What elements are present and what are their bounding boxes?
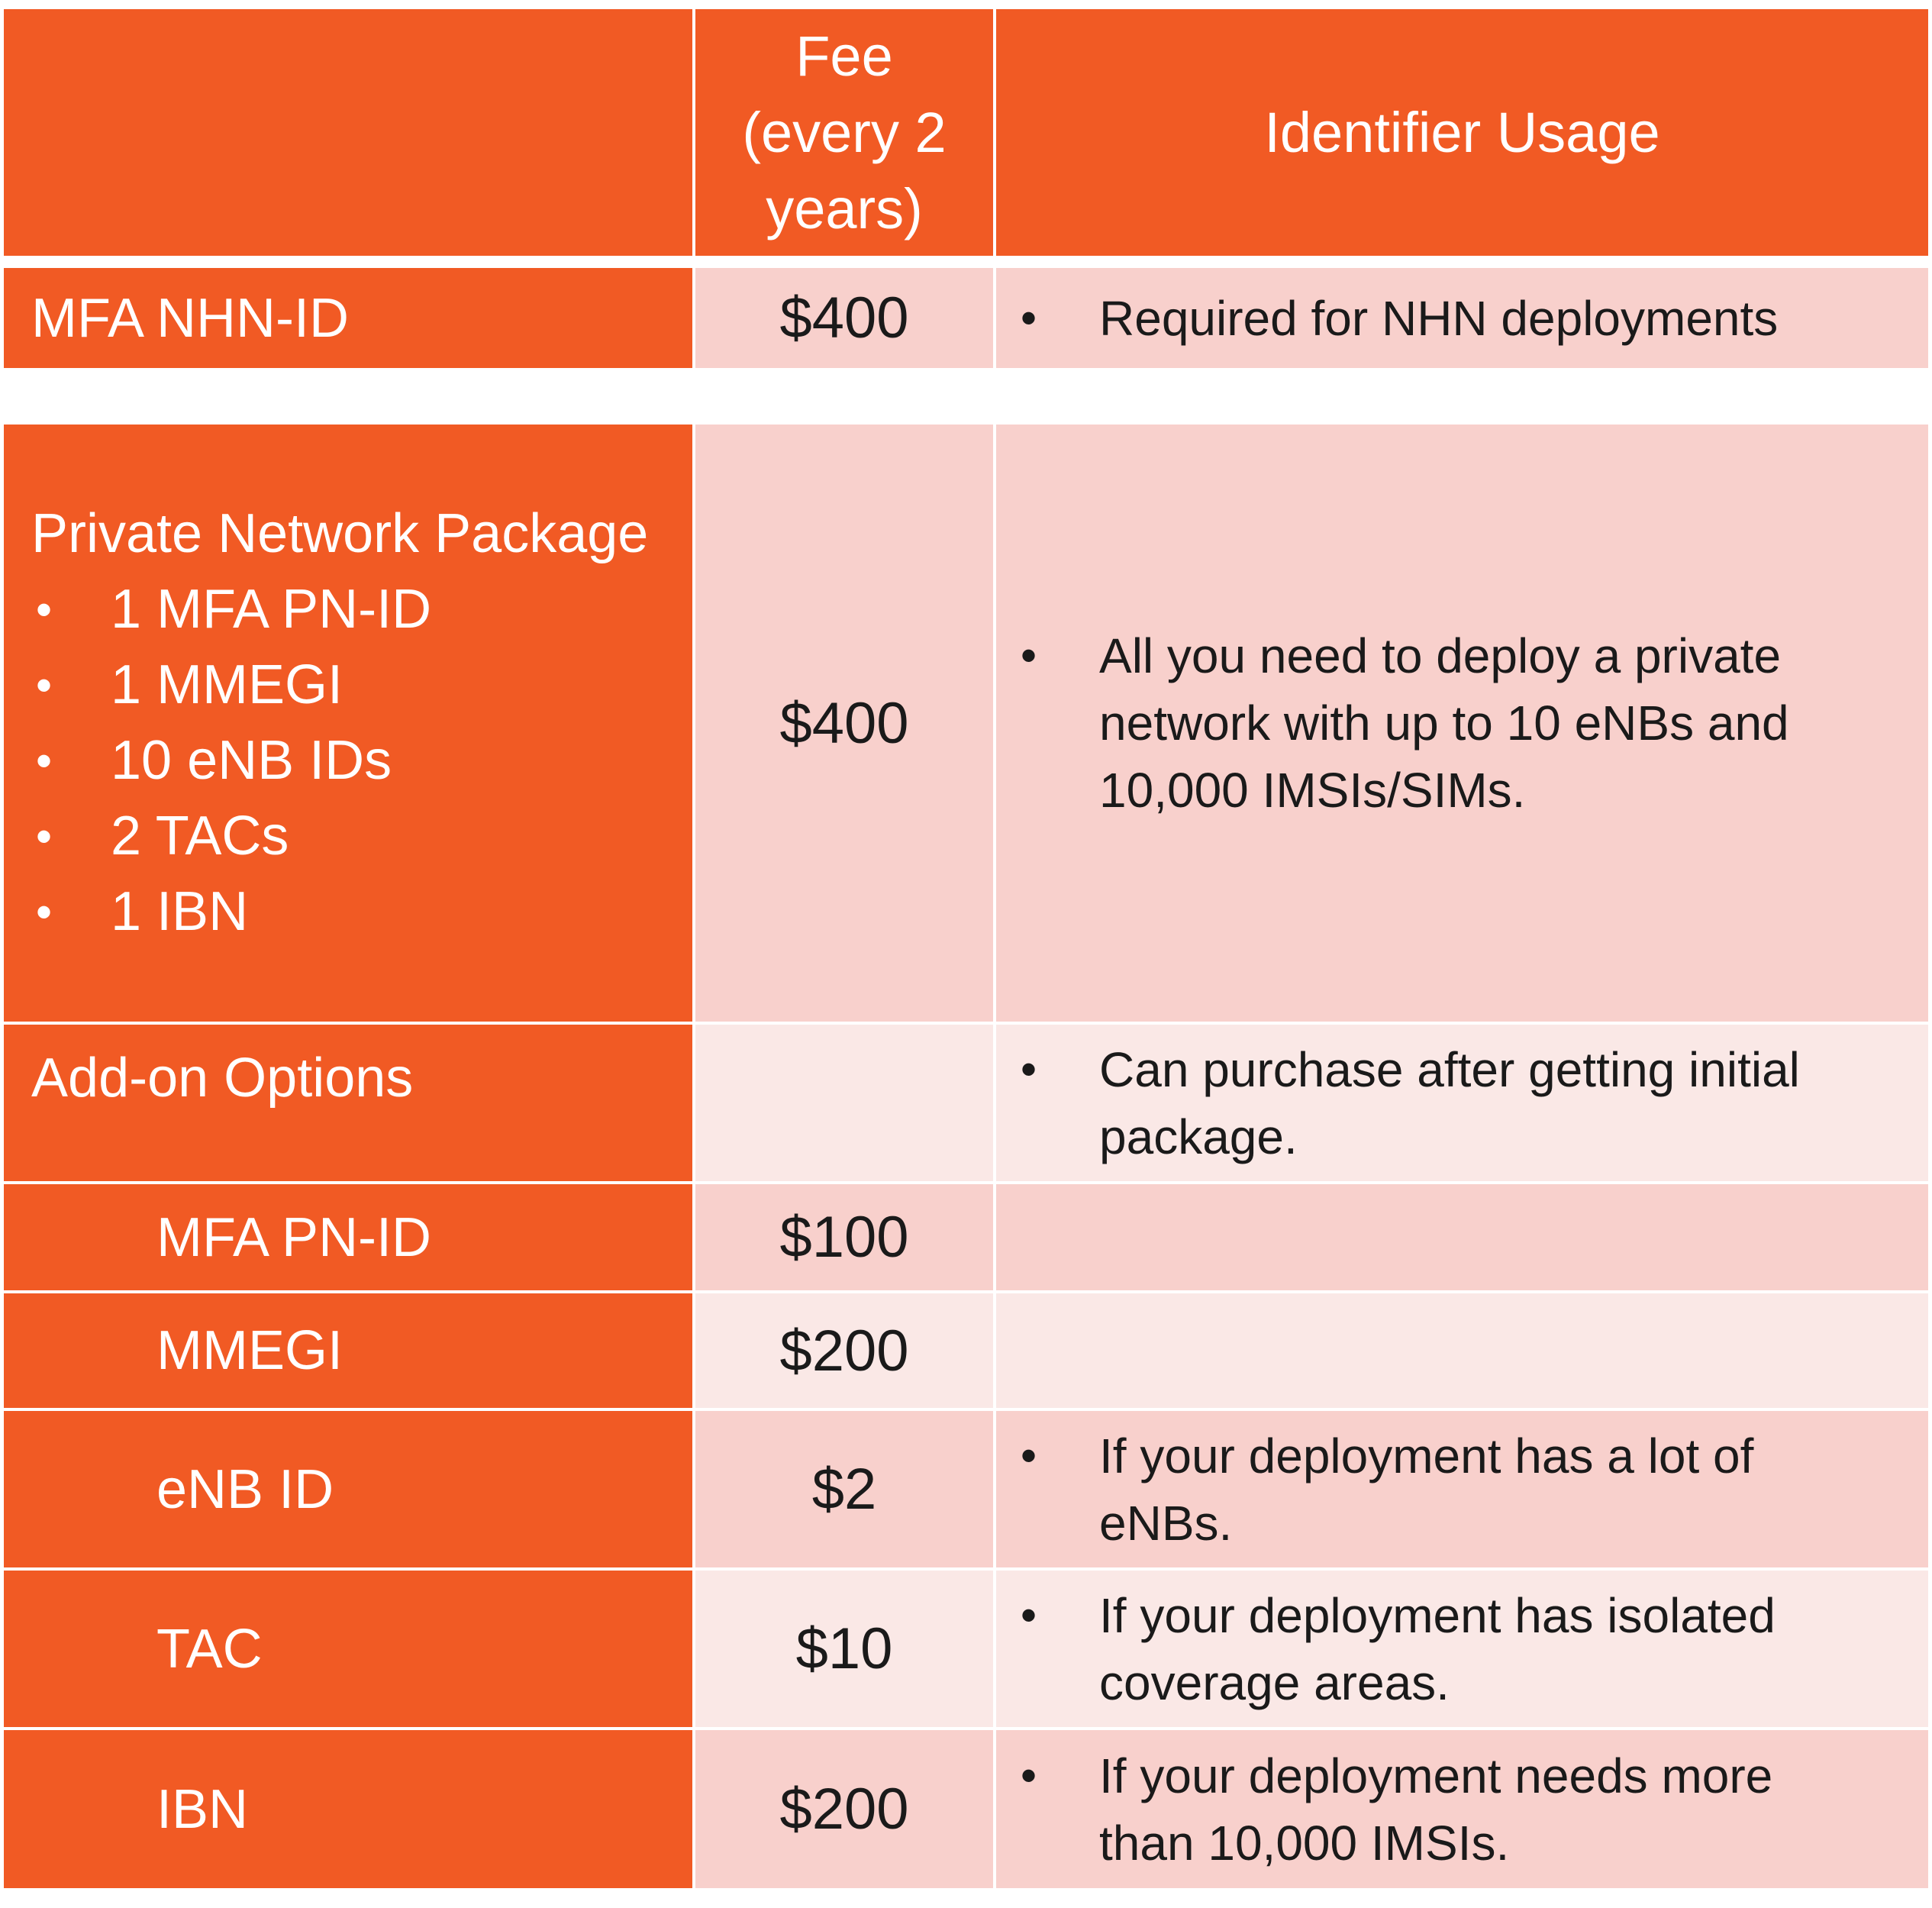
package-usage-cell	[996, 425, 1928, 1022]
header-usage-cell	[996, 9, 1928, 256]
row-mmegi-fee-cell	[695, 1293, 993, 1408]
row-usage	[996, 1742, 1928, 1877]
row-tac-usage-cell	[996, 1571, 1928, 1727]
package-item-text: 10 eNB IDs	[111, 730, 392, 791]
row-ibn-label-cell	[4, 1730, 692, 1888]
package-item	[31, 799, 648, 874]
row-label: TAC	[156, 1618, 263, 1680]
row-fee: $10	[795, 1616, 893, 1681]
row-usage-line: If your deployment needs more	[1099, 1748, 1773, 1803]
row-usage-line: eNBs.	[1099, 1495, 1233, 1551]
package-item	[31, 874, 648, 950]
row-mmegi-label-cell	[4, 1293, 692, 1408]
row-fee: $2	[811, 1457, 877, 1522]
row-label: MMEGI	[156, 1320, 343, 1381]
package-item-text: 1 MMEGI	[111, 654, 344, 715]
row-tac-fee-cell	[695, 1571, 993, 1727]
row-enb-id-usage-cell	[996, 1411, 1928, 1567]
bullet-icon: •	[36, 660, 53, 711]
nhn-label-cell	[4, 268, 692, 368]
package-usage	[996, 622, 1928, 824]
package-usage-line: network with up to 10 eNBs and	[1099, 696, 1789, 751]
nhn-label: MFA NHN-ID	[31, 287, 350, 349]
row-mfa-pn-id-usage-cell	[996, 1184, 1928, 1290]
bullet-icon: •	[1021, 1043, 1037, 1095]
bullet-icon: •	[36, 811, 53, 862]
nhn-fee-cell	[695, 268, 993, 368]
bullet-icon: •	[36, 886, 53, 938]
header-blank-cell	[4, 9, 692, 256]
addon-usage-cell	[996, 1025, 1928, 1181]
header-fee-line-3: years)	[766, 176, 923, 241]
row-mmegi-usage-cell	[996, 1293, 1928, 1408]
package-item	[31, 723, 648, 799]
package-content	[4, 496, 648, 950]
bullet-icon: •	[36, 735, 53, 786]
bullet-icon: •	[1021, 292, 1037, 344]
row-enb-id-fee-cell	[695, 1411, 993, 1567]
row-label: eNB ID	[156, 1458, 334, 1520]
package-fee-cell	[695, 425, 993, 1022]
bullet-icon: •	[1021, 1589, 1037, 1641]
row-usage	[996, 1422, 1928, 1557]
package-item-text: 1 MFA PN-ID	[111, 579, 432, 640]
row-fee: $100	[779, 1205, 909, 1270]
addon-usage-line: package.	[1099, 1109, 1298, 1164]
header-fee-line-2: (every 2	[742, 100, 947, 164]
row-fee: $200	[779, 1777, 909, 1842]
package-fee: $400	[779, 690, 909, 756]
header-fee-line-1: Fee	[795, 24, 893, 88]
row-usage	[996, 1582, 1928, 1716]
package-item-text: 1 IBN	[111, 881, 249, 942]
row-usage-line: than 10,000 IMSIs.	[1099, 1815, 1510, 1871]
package-label-cell	[4, 425, 692, 1022]
package-title: Private Network Package	[31, 503, 649, 564]
nhn-usage	[996, 285, 1928, 352]
package-usage-line: 10,000 IMSIs/SIMs.	[1099, 763, 1526, 818]
addon-label-cell	[4, 1025, 692, 1181]
row-ibn-usage-cell	[996, 1730, 1928, 1888]
bullet-icon: •	[1021, 1429, 1037, 1481]
row-ibn-fee-cell	[695, 1730, 993, 1888]
nhn-usage-cell	[996, 268, 1928, 368]
row-mfa-pn-id-label-cell	[4, 1184, 692, 1290]
row-usage-line: coverage areas.	[1099, 1655, 1450, 1710]
bullet-icon: •	[36, 584, 53, 635]
row-tac-label-cell	[4, 1571, 692, 1727]
addon-usage	[996, 1036, 1928, 1170]
header-fee-label	[695, 18, 993, 247]
row-enb-id-label-cell	[4, 1411, 692, 1567]
header-fee-cell	[695, 9, 993, 256]
row-usage-line: If your deployment has isolated	[1099, 1587, 1776, 1643]
row-fee: $200	[779, 1318, 909, 1383]
addon-fee-cell	[695, 1025, 993, 1181]
row-label: IBN	[156, 1778, 249, 1840]
bullet-icon: •	[1021, 1749, 1037, 1801]
nhn-usage-text: Required for NHN deployments	[1099, 290, 1779, 346]
package-item	[31, 572, 648, 647]
package-item-text: 2 TACs	[111, 805, 289, 867]
package-usage-line: All you need to deploy a private	[1099, 628, 1782, 683]
header-usage-label: Identifier Usage	[1264, 100, 1660, 164]
row-usage-line: If your deployment has a lot of	[1099, 1428, 1754, 1483]
addon-usage-line: Can purchase after getting initial	[1099, 1041, 1800, 1097]
package-item	[31, 647, 648, 723]
nhn-fee: $400	[779, 286, 909, 350]
row-mfa-pn-id-fee-cell	[695, 1184, 993, 1290]
row-label: MFA PN-ID	[156, 1206, 432, 1268]
bullet-icon: •	[1021, 630, 1037, 681]
addon-label: Add-on Options	[31, 1048, 414, 1109]
